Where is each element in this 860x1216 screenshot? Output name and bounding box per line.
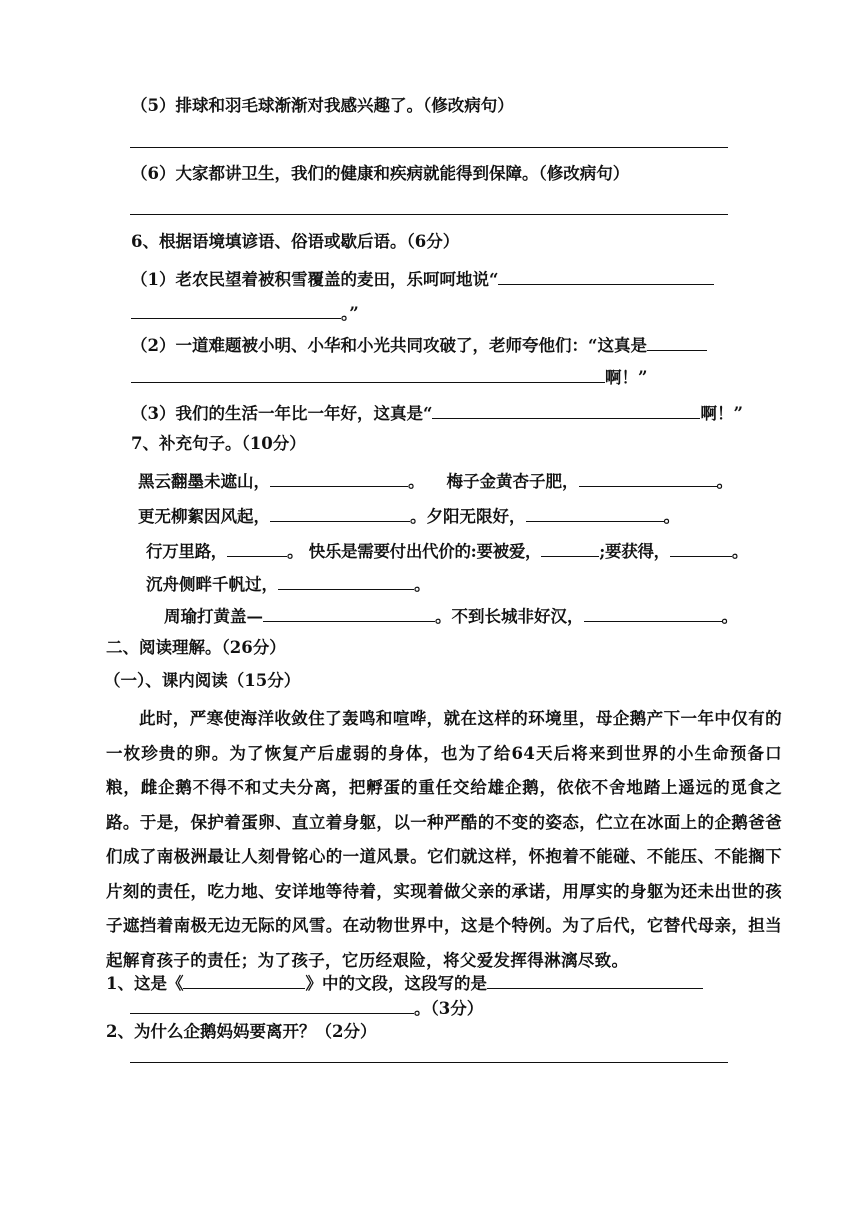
q6-s1-blank-2[interactable] [131,302,341,319]
q7-r5-c: 。 [721,607,738,626]
item-5: （5）排球和羽毛球渐渐对我感兴趣了。（修改病句） [131,96,514,115]
q6-s2-end: 啊！” [605,368,648,387]
q7-row-1 [138,470,733,492]
q7-r5-blank-1[interactable] [263,605,435,622]
q7-row-4 [146,573,431,595]
reading-passage: 此时，严寒使海洋收敛住了轰鸣和喧哗，就在这样的环境里，母企鹅产下一年中仅有的一枚珍贵的卵。为了恢复产后虚弱的身体，也为了给64天后将来到世界的小生命预备口粮，雌企鹅不得不和丈夫分离，把孵蛋的重任交给雄企鹅，依依不舍地踏上遥远的觅食之路。于是，保护着蛋卵、直立着身躯，以一种严酷的不变的姿态，伫立在冰面上的企鹅爸爸们成了南极洲最让人刻骨铭心的一道风景。它们就这样，怀抱着不能碰、不能压、不能搁下片刻的责任，吃力地、安详地等待着，实现着做父亲的承诺，用厚实的身躯为还未出世的孩子遮挡着南极无边无际的风雪。在动物世界中，这是个特例。为了后代，它替代母亲，担当起解育孩子的责任；为了孩子，它历经艰险，将父爱发挥得淋漓尽致。 [106,709,782,970]
q7-r2-a: 更无柳絮因风起， [138,507,270,526]
q6-s1 [131,268,714,290]
q6-s1-text: （1）老农民望着被积雪覆盖的麦田，乐呵呵地说“ [131,270,499,289]
reading-q2-answer-line[interactable] [130,1062,728,1063]
reading-q1-cont [130,997,483,1019]
q7-r1-d: 。 [716,472,733,491]
q7-row-2 [138,505,680,527]
reading-q1-c: 。（3分） [414,999,484,1018]
q6-s3-blank[interactable] [432,402,700,419]
q7-row-5 [164,605,738,627]
q7-r3-blank-3[interactable] [670,540,732,557]
reading-q2: 2、为什么企鹅妈妈要离开？（2分） [106,1022,377,1041]
q7-r5-a: 周瑜打黄盖— [164,607,263,626]
q6-s3-end: 啊！” [700,404,743,423]
answer-line-6[interactable] [130,214,728,215]
q7-r2-blank-2[interactable] [526,505,664,522]
q7-r1-c: 梅子金黄杏子肥， [446,472,579,491]
q6-s2-text: （2）一道难题被小明、小华和小光共同攻破了，老师夸他们：“这真是 [131,336,647,355]
q7-r2-b: 。夕阳无限好， [410,507,526,526]
q7-r5-b: 。不到长城非好汉， [435,607,584,626]
q7-r4-blank[interactable] [278,573,414,590]
q6-s1-end: 。” [341,304,359,323]
q7-title: 7、补充句子。（10分） [131,434,306,453]
reading-q1-blank-content-2[interactable] [130,997,414,1014]
q7-r4-a: 沉舟侧畔千帆过， [146,575,278,594]
q7-r3-blank-2[interactable] [541,540,599,557]
q7-r5-blank-2[interactable] [584,605,722,622]
q7-r3-c: ;要获得， [599,542,670,561]
q6-s2-blank[interactable] [647,334,707,351]
q6-s2-cont [131,366,648,388]
q7-r1-blank-1[interactable] [270,470,408,487]
q6-s2 [131,334,707,356]
q6-s3-text: （3）我们的生活一年比一年好，这真是“ [131,404,433,423]
q6-s1-cont [131,302,359,324]
section-2-title: 二、阅读理解。（26分） [106,638,286,657]
q7-r1-b: 。 [408,472,425,491]
q6-s2-blank-2[interactable] [131,366,605,383]
q7-r3-a: 行万里路， [146,542,228,561]
q7-r3-b: 。 快乐是需要付出代价的:要被爱， [287,542,542,561]
reading-q1-b: 》中的文段，这段写的是 [305,974,487,993]
q7-r3-d: 。 [731,542,749,561]
reading-q1-blank-title[interactable] [183,972,305,989]
q7-r3-blank-1[interactable] [227,540,287,557]
q7-row-3 [146,540,748,562]
q7-r2-c: 。 [663,507,680,526]
q6-title: 6、根据语境填谚语、俗语或歇后语。（6分） [131,232,460,251]
reading-q1-a: 1、这是《 [106,974,184,993]
q7-r2-blank-1[interactable] [270,505,410,522]
q7-r4-b: 。 [414,575,431,594]
reading-q1 [106,972,703,994]
q7-r1-a: 黑云翻墨未遮山， [138,472,270,491]
q7-r1-blank-2[interactable] [579,470,717,487]
reading-q1-blank-content[interactable] [487,972,703,989]
answer-line-5[interactable] [130,147,728,148]
section-2-sub-1: （一）、课内阅读（15分） [104,671,301,690]
item-6: （6）大家都讲卫生，我们的健康和疾病就能得到保障。（修改病句） [131,164,630,183]
q6-s3 [131,402,743,424]
q6-s1-blank[interactable] [498,268,714,285]
